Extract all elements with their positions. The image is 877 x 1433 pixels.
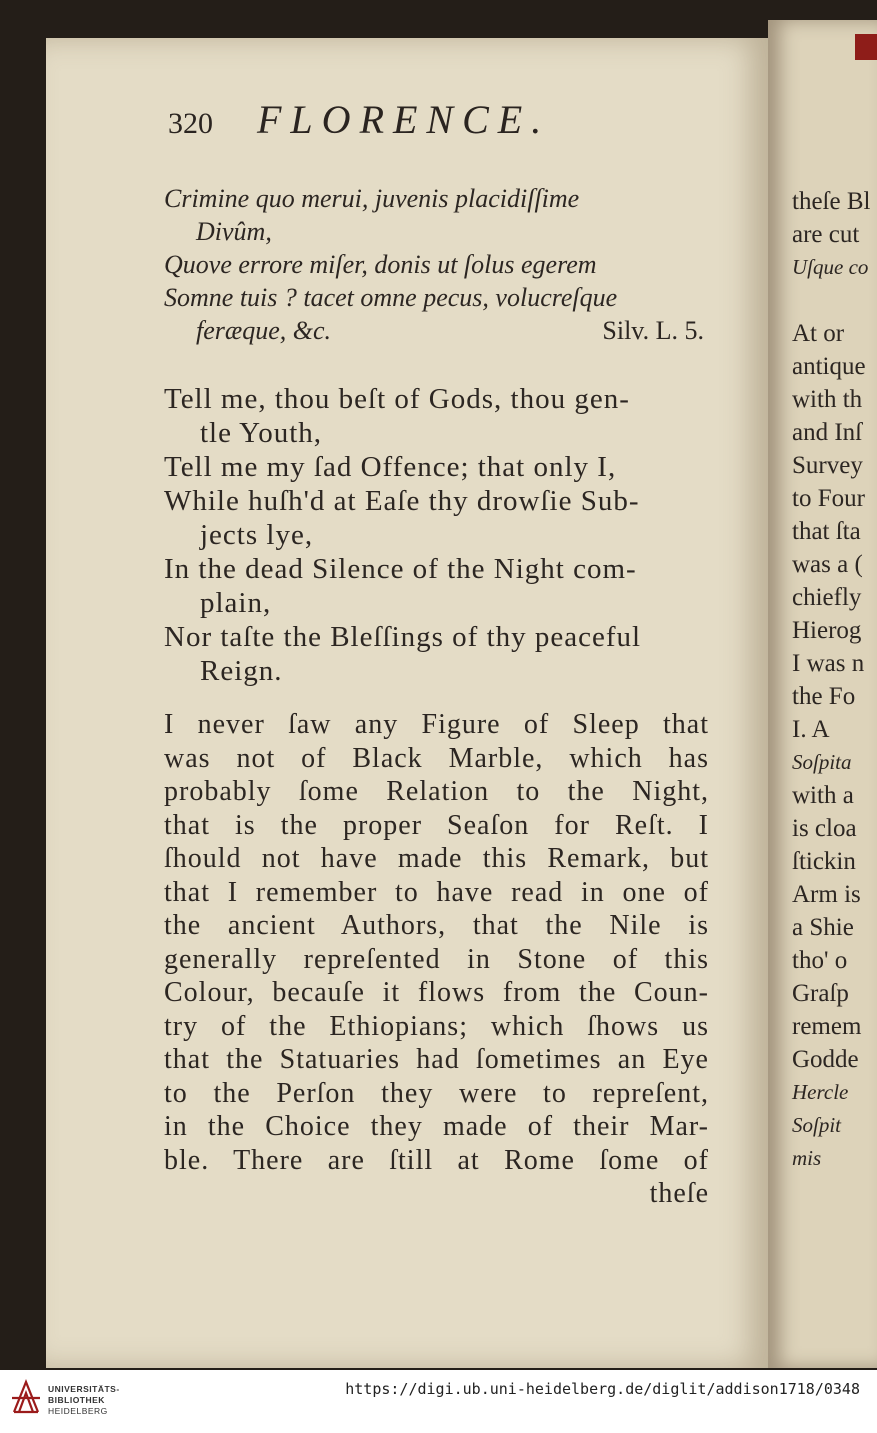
prose-line: was not of Black Marble, which has (164, 742, 709, 774)
facing-line: antique (792, 353, 866, 380)
latin-line: Somne tuis ? tacet omne pecus, volucreſque (164, 283, 618, 312)
prose-line: Colour, becauſe it flows from the Coun- (164, 977, 709, 1008)
latin-line: Quove errore miſer, donis ut ſolus egerem (164, 250, 597, 279)
prose-line: that is the proper Seaſon for Reſt. I (164, 809, 709, 841)
library-line: HEIDELBERG (48, 1406, 108, 1416)
prose-line: try of the Ethiopians; which ſhows us (164, 1010, 709, 1042)
prose-line: I never ſaw any Figure of Sleep that (164, 709, 709, 740)
facing-line (792, 284, 870, 317)
library-name (48, 1384, 120, 1417)
facing-line: tho' o (792, 947, 848, 974)
latin-quotation (164, 182, 704, 347)
facing-line: Godde (792, 1046, 859, 1073)
facing-line: mis (792, 1146, 822, 1170)
facing-line: was a ( (792, 551, 863, 578)
verse-line: tle Youth, (200, 417, 323, 449)
page-header (168, 96, 550, 143)
facing-line: Survey (792, 452, 863, 479)
library-line: BIBLIOTHEK (48, 1395, 105, 1405)
latin-line: Crimine quo merui, juvenis placidiſſime (164, 184, 580, 213)
facing-line: remem (792, 1013, 862, 1040)
facing-line: Soſpit (792, 1113, 842, 1137)
latin-line: feræque, &c. (196, 316, 332, 345)
facing-line: Graſp (792, 980, 849, 1007)
facing-line: a Shie (792, 914, 854, 941)
prose-line: ſhould not have made this Remark, but (164, 843, 709, 874)
prose-line: to the Perſon they were to repreſent, (164, 1077, 709, 1109)
citation: Silv. L. 5. (602, 316, 704, 345)
facing-line: are cut (792, 221, 860, 248)
prose-line: probably ſome Relation to the Night, (164, 776, 709, 807)
facing-line: I was n (792, 650, 865, 677)
facing-line: is cloa (792, 815, 857, 842)
facing-line: Soſpita (792, 750, 852, 774)
ribbon-marker (855, 34, 877, 60)
prose-line: that I remember to have read in one of (164, 876, 709, 908)
prose-paragraph (164, 708, 709, 1211)
prose-line: in the Choice they made of their Mar- (164, 1111, 709, 1142)
verse-line: jects lye, (200, 519, 314, 551)
facing-line: to Four (792, 485, 865, 512)
facing-page-text (792, 185, 870, 1175)
verse-line: In the dead Silence of the Night com- (164, 553, 637, 585)
viewer-footer (0, 1370, 877, 1433)
facing-line: Hierog (792, 617, 862, 644)
latin-line: Divûm, (196, 217, 272, 246)
facing-line: theſe Bl (792, 188, 871, 215)
facing-line: At or (792, 320, 845, 347)
running-title: FLORENCE. (257, 97, 551, 142)
facing-line: with th (792, 386, 863, 413)
verse-translation (164, 382, 641, 688)
prose-line: ble. There are ſtill at Rome ſome of (164, 1144, 709, 1176)
facing-line: the Fo (792, 683, 856, 710)
facing-page (768, 20, 877, 1368)
facing-line: Arm is (792, 881, 861, 908)
facing-line: with a (792, 782, 854, 809)
verse-line: Nor taſte the Bleſſings of thy peaceful (164, 621, 642, 653)
facing-line: ſtickin (792, 848, 856, 875)
facing-line: and Inſ (792, 419, 863, 446)
facing-line: chiefly (792, 584, 862, 611)
prose-line: generally repreſented in Stone of this (164, 943, 709, 975)
facing-line: that ſta (792, 518, 861, 545)
verse-line: plain, (200, 587, 272, 619)
facing-line: I. A (792, 716, 830, 743)
verse-line: While huſh'd at Eaſe thy drowſie Sub- (164, 485, 640, 517)
facing-line: Uſque co (792, 255, 869, 279)
verse-line: Tell me, thou beſt of Gods, thou gen- (164, 383, 630, 415)
verse-line: Reign. (200, 655, 283, 687)
facing-line: Hercle (792, 1080, 849, 1104)
prose-line: that the Statuaries had ſometimes an Eye (164, 1044, 709, 1075)
library-line: UNIVERSITÄTS- (48, 1384, 120, 1394)
prose-line: the ancient Authors, that the Nile is (164, 910, 709, 941)
verse-line: Tell me my ſad Offence; that only I, (164, 451, 617, 483)
latin-last-row (164, 314, 704, 347)
catchword: theſe (649, 1178, 709, 1209)
permalink-url[interactable]: https://digi.ub.uni-heidelberg.de/diglit/addison1718/0348 (345, 1380, 860, 1398)
page-number: 320 (168, 107, 213, 140)
library-logo-icon (10, 1378, 42, 1416)
